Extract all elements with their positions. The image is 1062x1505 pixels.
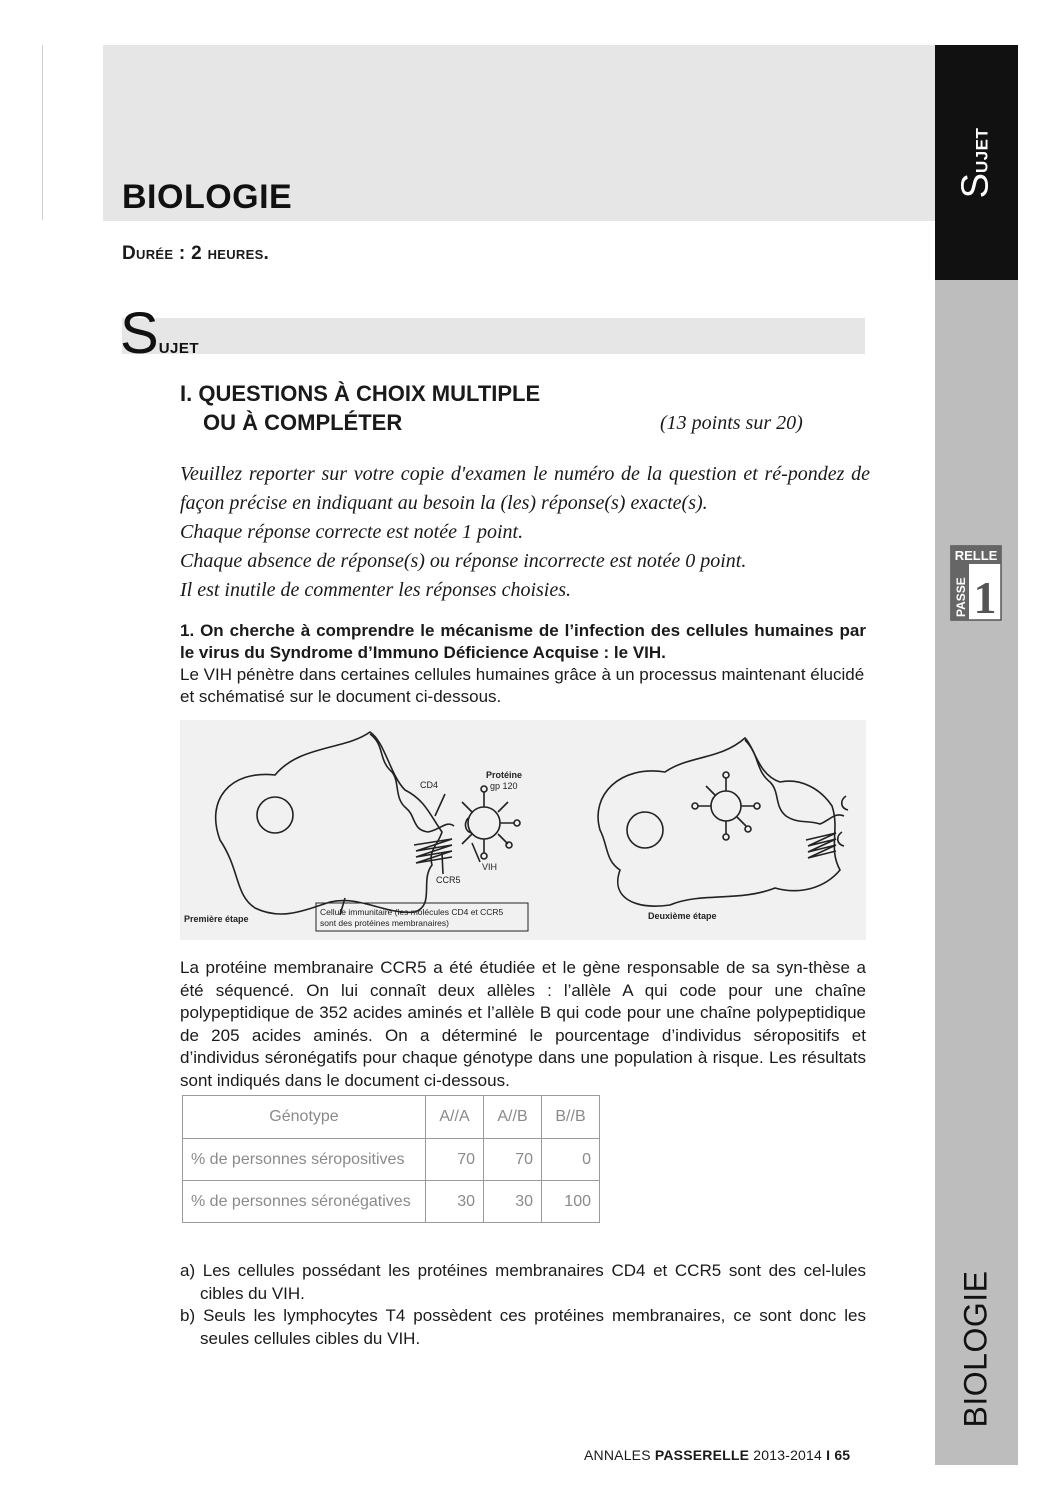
instruction-line: Chaque réponse correcte est notée 1 point. (180, 521, 524, 543)
sujet-band (122, 318, 865, 354)
logo-side-text: PASSE (954, 577, 968, 617)
table-cell: % de personnes séropositives (183, 1139, 426, 1181)
table-cell: 100 (542, 1181, 600, 1223)
subject-title: BIOLOGIE (122, 178, 293, 216)
sujet-heading-rest: ujet (158, 333, 200, 358)
page-footer (584, 1447, 850, 1463)
virus-1 (468, 807, 500, 839)
table-header-cell: B//B (542, 1096, 600, 1139)
logo-number: 1 (973, 572, 997, 621)
sujet-heading-initial: S (120, 301, 159, 366)
instructions (180, 460, 870, 605)
label-vih: VIH (482, 862, 498, 872)
ccr5-paragraph: La protéine membranaire CCR5 a été étudiée et le gène responsable de sa syn-thèse a été séquencé. On lui connaît deux allèles : l’allèle A qui code pour une chaîne polypeptidique de 352 acides aminés et l’allèle B qui code pour une chaîne polypeptidique de 205 acides aminés. On a déterminé le pourcentage d’individus séropositifs et d’individus séronégatifs pour chaque génotype dans une population à risque. Les résultats sont indiqués dans le document ci-dessous. (180, 958, 866, 1090)
sidebar-biologie-label: BIOLOGIE (957, 1270, 994, 1428)
caption-line-2: sont des protéines membranaires) (320, 918, 449, 928)
duration-label: Durée : 2 heures. (122, 243, 270, 264)
table-cell: 0 (542, 1139, 600, 1181)
sidebar-sujet-rest: ujet (966, 127, 994, 174)
table-row (183, 1181, 600, 1223)
table-cell: 30 (426, 1181, 484, 1223)
label-cd4: CD4 (420, 780, 439, 790)
section-title-line2: OU À COMPLÉTER (203, 410, 403, 435)
table-header-cell: Génotype (183, 1096, 426, 1139)
answer-option-b: b) Seuls les lymphocytes T4 possèdent ces protéines membranaires, ce sont donc les seules cellules cibles du VIH. (180, 1306, 866, 1348)
genotype-table (182, 1095, 600, 1223)
footer-prefix: ANNALES (584, 1447, 651, 1463)
caption-line-1: Cellule immunitaire (les molécules CD4 et CCR5 (320, 907, 504, 917)
table-cell: % de personnes séronégatives (183, 1181, 426, 1223)
table-header-cell: A//B (484, 1096, 542, 1139)
label-ccr5: CCR5 (436, 875, 461, 885)
footer-years: 2013-2014 (753, 1447, 823, 1463)
passerelle-logo (950, 545, 1002, 621)
question-1-statement: 1. On cherche à comprendre le mécanisme de l’infection des cellules humaines par le virus du Syndrome d’Immuno Déficience Acquise : le VIH. (180, 621, 866, 662)
table-header-cell: A//A (426, 1096, 484, 1139)
ccr5-coil (414, 839, 452, 863)
instruction-line: Chaque absence de réponse(s) ou réponse incorrecte est notée 0 point. (180, 550, 747, 572)
answer-options (180, 1260, 866, 1350)
label-gp120: gp 120 (490, 781, 518, 791)
instruction-line: Il est inutile de commenter les réponses choisies. (180, 579, 572, 601)
answer-option-a: a) Les cellules possédant les protéines membranaires CD4 et CCR5 sont des cel-lules cibles du VIH. (180, 1261, 866, 1303)
cell-2-nucleus (627, 812, 663, 848)
sidebar-sujet-initial: S (954, 173, 997, 199)
label-proteine: Protéine (486, 770, 523, 780)
ccr5-coil-2 (806, 833, 836, 858)
label-step-2: Deuxième étape (648, 911, 717, 921)
sujet-heading (120, 300, 199, 367)
question-1-text: Le VIH pénètre dans certaines cellules humaines grâce à un processus maintenant élucidé et schématisé sur le document ci-dessous. (180, 665, 865, 706)
label-step-1: Première étape (184, 914, 249, 924)
cell-1-outline (216, 732, 442, 914)
margin-guide-line (42, 45, 43, 220)
hiv-infection-diagram (180, 720, 866, 940)
table-cell: 70 (426, 1139, 484, 1181)
logo-top-text: RELLE (954, 548, 998, 563)
table-cell: 70 (484, 1139, 542, 1181)
cell-1-nucleus (257, 797, 293, 833)
sidebar-sujet-label (955, 128, 998, 199)
section-points: (13 points sur 20) (660, 412, 803, 434)
instruction-line: Veuillez reporter sur votre copie d'examen le numéro de la question et ré-pondez de façon précise en indiquant au besoin la (les) réponse(s) exacte(s). (180, 463, 870, 514)
footer-separator: I (826, 1447, 831, 1463)
footer-brand: PASSERELLE (654, 1447, 750, 1463)
page-number: 65 (834, 1447, 851, 1463)
table-header-row (183, 1096, 600, 1139)
table-row (183, 1139, 600, 1181)
section-title-line1: I. QUESTIONS À CHOIX MULTIPLE (180, 381, 541, 406)
virus-2 (711, 791, 741, 821)
table-cell: 30 (484, 1181, 542, 1223)
